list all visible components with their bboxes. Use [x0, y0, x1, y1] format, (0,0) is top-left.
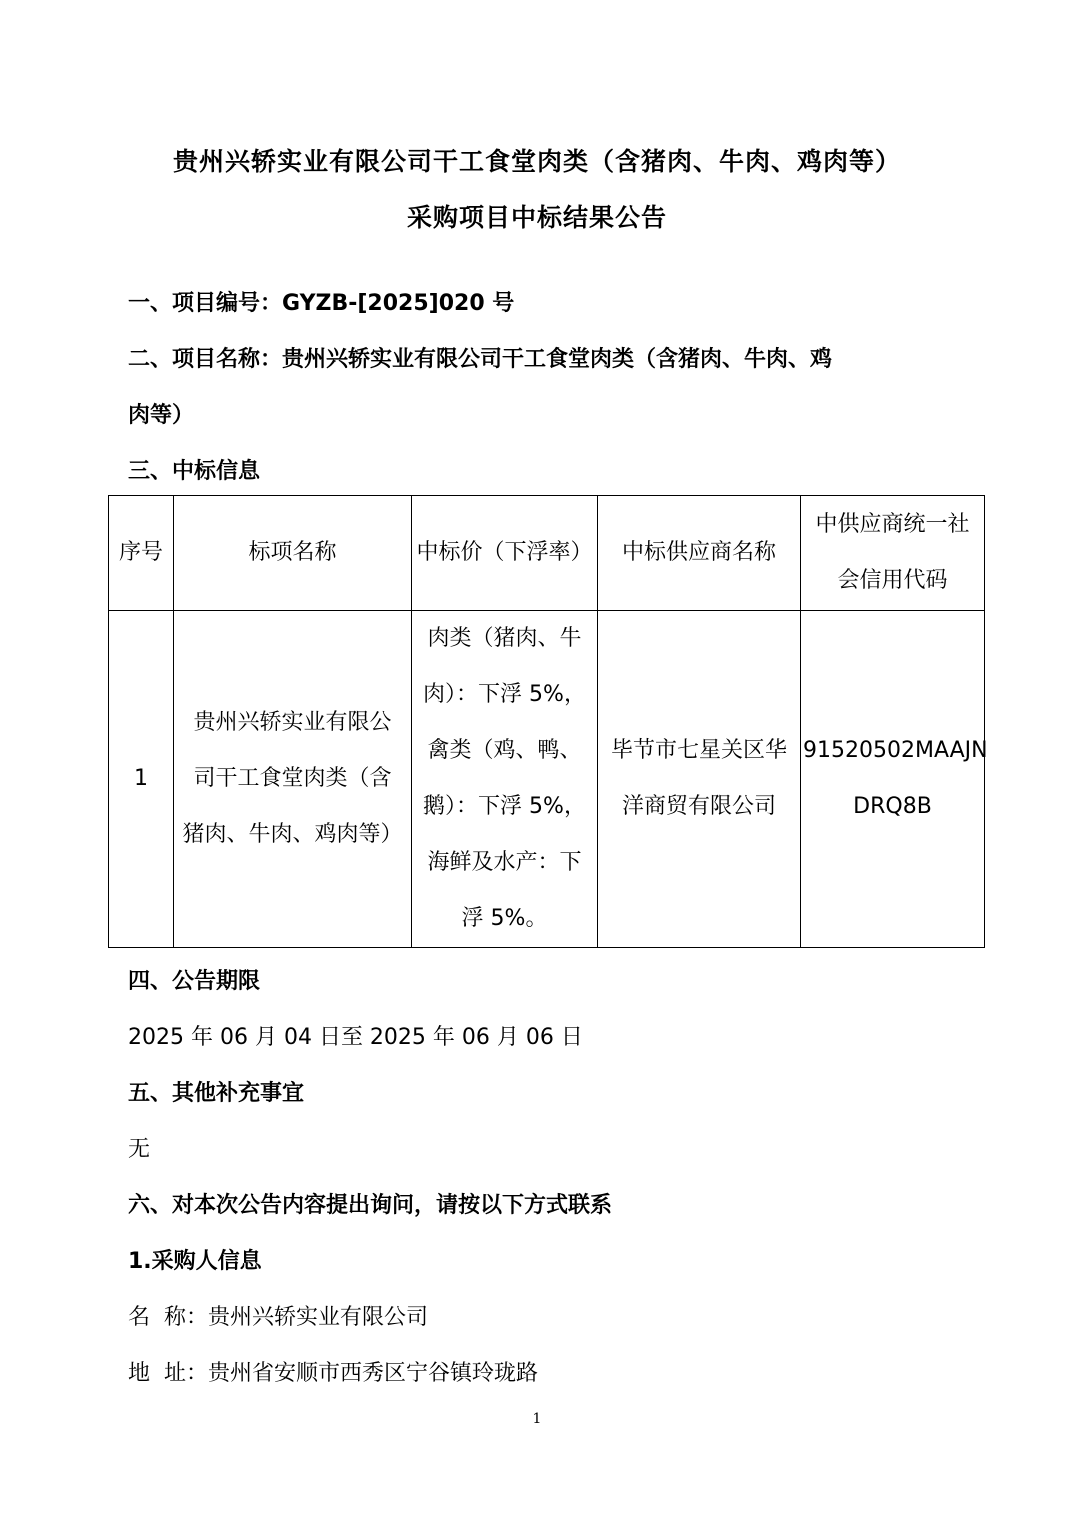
- cell-credit-code: [801, 611, 988, 948]
- purchaser-name-label: 名 称：: [128, 1305, 208, 1330]
- notice-period-value: 2025 年 06 月 04 日至 2025 年 06 月 06 日: [128, 1025, 583, 1050]
- header-item-name: 标项名称: [174, 496, 412, 611]
- credit-code-line: DRQ8B: [853, 794, 932, 819]
- price-line: 禽类（鸡、鸭、: [427, 738, 582, 763]
- item-name-line: 猪肉、牛肉、鸡肉等）: [182, 822, 403, 847]
- credit-code-line: 91520502MAAJN: [803, 738, 988, 763]
- header-credit-code: [801, 496, 985, 611]
- item-name-line: 贵州兴轿实业有限公: [193, 710, 392, 735]
- project-name-value-1: 贵州兴轿实业有限公司干工食堂肉类（含猪肉、牛肉、鸡: [282, 347, 833, 372]
- header-supplier-name: 中标供应商名称: [598, 496, 801, 611]
- title-line-1: 贵州兴轿实业有限公司干工食堂肉类（含猪肉、牛肉、鸡肉等）: [172, 147, 901, 176]
- item-name-line: 司干工食堂肉类（含: [193, 766, 392, 791]
- cell-index: 1: [109, 611, 174, 948]
- title-line-2: 采购项目中标结果公告: [406, 203, 667, 232]
- header-bid-price: 中标价（下浮率）: [412, 496, 598, 611]
- header-credit-code-line-1: 中供应商统一社: [815, 512, 970, 537]
- other-matters-heading: 五、其他补充事宜: [128, 1081, 305, 1106]
- purchaser-heading: 1.采购人信息: [128, 1249, 262, 1274]
- price-line: 海鲜及水产：下: [427, 850, 582, 875]
- cell-bid-price: [412, 611, 598, 948]
- price-line: 浮 5%。: [461, 906, 548, 931]
- other-matters-value: 无: [128, 1137, 151, 1162]
- project-number: [128, 286, 514, 317]
- purchaser-name: [128, 1300, 428, 1331]
- price-line: 肉）：下浮 5%，: [423, 682, 586, 707]
- purchaser-address-value: 贵州省安顺市西秀区宁谷镇玲珑路: [208, 1361, 539, 1386]
- notice-period-heading: 四、公告期限: [128, 969, 261, 994]
- header-index: 序号: [109, 496, 174, 611]
- project-name: [128, 342, 832, 373]
- page-number: 1: [532, 1411, 542, 1427]
- project-name-label: 二、项目名称：: [128, 347, 283, 372]
- price-line: 肉类（猪肉、牛: [427, 626, 582, 651]
- project-number-value: GYZB-[2025]020 号: [282, 291, 515, 316]
- table-row: [109, 611, 985, 948]
- supplier-line: 毕节市七星关区华: [610, 738, 787, 763]
- project-number-label: 一、项目编号：: [128, 291, 283, 316]
- cell-item-name: [174, 611, 412, 948]
- project-name-value-2: 肉等）: [128, 403, 195, 428]
- purchaser-address-label: 地 址：: [128, 1361, 208, 1386]
- purchaser-name-value: 贵州兴轿实业有限公司: [208, 1305, 429, 1330]
- inquiry-heading: 六、对本次公告内容提出询问，请按以下方式联系: [128, 1193, 613, 1218]
- header-credit-code-line-2: 会信用代码: [837, 568, 948, 593]
- bid-table: [108, 495, 988, 948]
- price-line: 鹅）：下浮 5%，: [423, 794, 586, 819]
- bid-info-heading: 三、中标信息: [128, 459, 261, 484]
- table-header-row: [109, 496, 985, 611]
- purchaser-address: [128, 1356, 538, 1387]
- supplier-line: 洋商贸有限公司: [621, 794, 776, 819]
- cell-supplier-name: [598, 611, 801, 948]
